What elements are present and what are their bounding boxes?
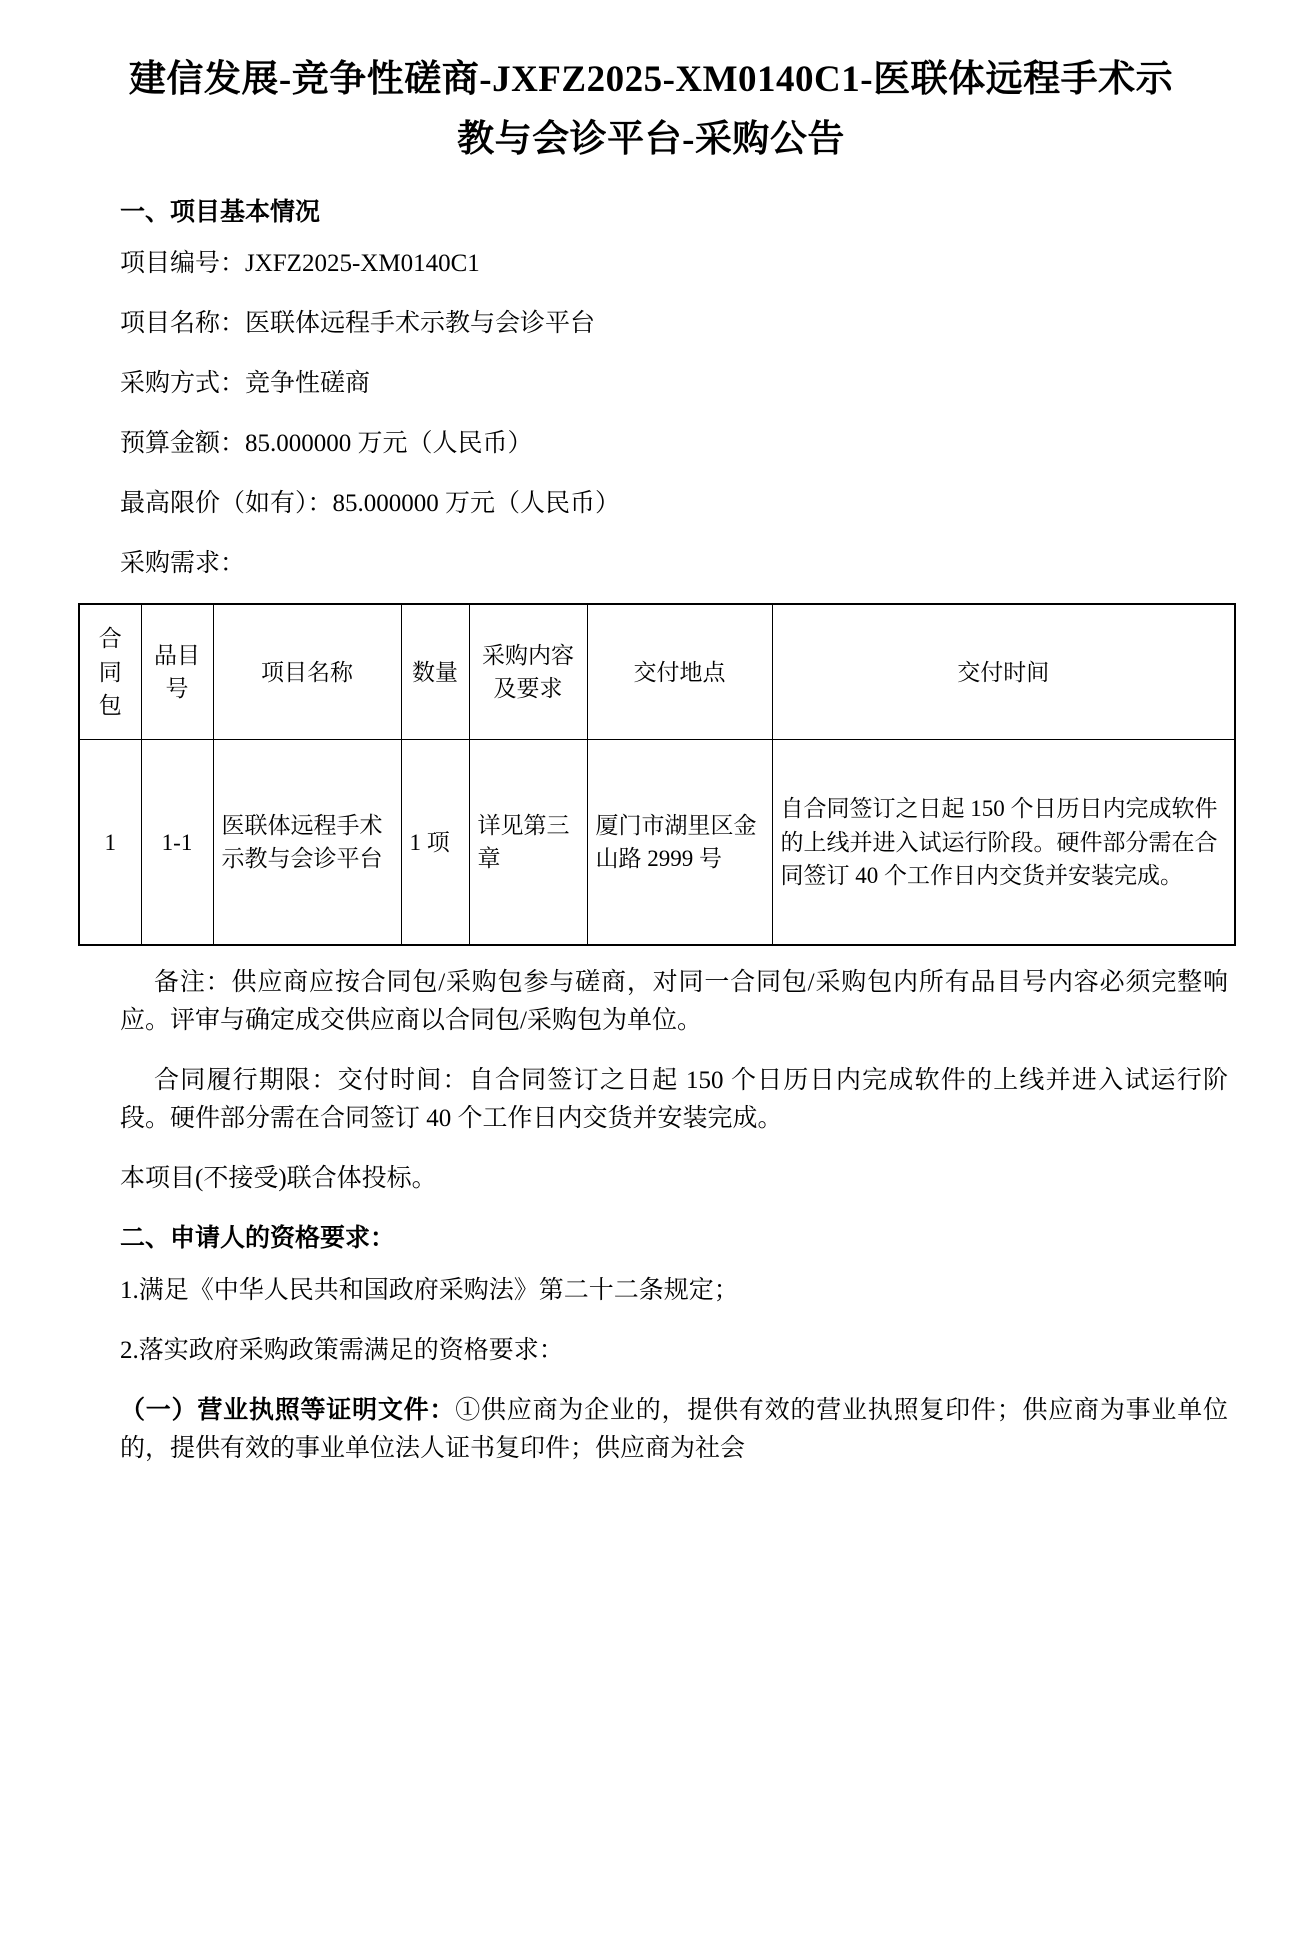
table-header-project-name: 项目名称 (213, 604, 401, 740)
cell-delivery-place: 厦门市湖里区金山路 2999 号 (587, 740, 772, 946)
procurement-requirement-table (78, 603, 1236, 946)
table-header-content: 采购内容及要求 (469, 604, 587, 740)
field-budget-amount: 预算金额：85.000000 万元（人民币） (120, 430, 533, 458)
table-header-delivery-time: 交付时间 (772, 604, 1235, 740)
section-heading-basic-info: 一、项目基本情况 (120, 198, 321, 226)
cell-delivery-time: 自合同签订之日起 150 个日历日内完成软件的上线并进入试运行阶段。硬件部分需在合同签订 40 个工作日内交货并安装完成。 (772, 740, 1235, 946)
table-header-quantity: 数量 (401, 604, 469, 740)
cell-content: 详见第三章 (469, 740, 587, 946)
qualification-detail-label: （一）营业执照等证明文件： (120, 1396, 456, 1424)
note-contract-period: 合同履行期限：交付时间：自合同签订之日起 150 个日历日内完成软件的上线并进入试运行阶段。硬件部分需在合同签订 40 个工作日内交货并安装完成。 (120, 1067, 1228, 1133)
field-project-number: 项目编号：JXFZ2025-XM0140C1 (120, 250, 480, 278)
field-max-price: 最高限价（如有）：85.000000 万元（人民币） (120, 490, 621, 518)
table-header-package: 合同包 (79, 604, 141, 740)
cell-project-name: 医联体远程手术示教与会诊平台 (213, 740, 401, 946)
field-requirement-label: 采购需求： (120, 550, 246, 578)
table-row (79, 740, 1235, 946)
note-remark: 备注：供应商应按合同包/采购包参与磋商，对同一合同包/采购包内所有品目号内容必须完整响应。评审与确定成交供应商以合同包/采购包为单位。 (120, 969, 1228, 1035)
table-header-item-no: 品目号 (141, 604, 213, 740)
field-project-name: 项目名称：医联体远程手术示教与会诊平台 (120, 310, 596, 338)
section-heading-qualification: 二、申请人的资格要求： (120, 1225, 396, 1253)
qualification-item-2: 2.落实政府采购政策需满足的资格要求： (120, 1336, 564, 1364)
note-consortium: 本项目(不接受)联合体投标。 (120, 1165, 437, 1193)
table-header-delivery-place: 交付地点 (587, 604, 772, 740)
cell-package: 1 (79, 740, 141, 946)
qualification-detail-text: ①供应商为企业的，提供有效的营业执照复印件；供应商为事业单位的，提供有效的事业单位法人证书复印件；供应商为社会 (120, 1396, 1228, 1462)
table-header-row (79, 604, 1235, 740)
qualification-detail (120, 1392, 1228, 1468)
qualification-item-1: 1.满足《中华人民共和国政府采购法》第二十二条规定； (120, 1276, 739, 1304)
cell-quantity: 1 项 (401, 740, 469, 946)
field-procurement-method: 采购方式：竞争性磋商 (120, 370, 371, 398)
cell-item-no: 1-1 (141, 740, 213, 946)
page-title: 建信发展-竞争性磋商-JXFZ2025-XM0140C1-医联体远程手术示教与会诊平台-采购公告 (128, 59, 1174, 160)
